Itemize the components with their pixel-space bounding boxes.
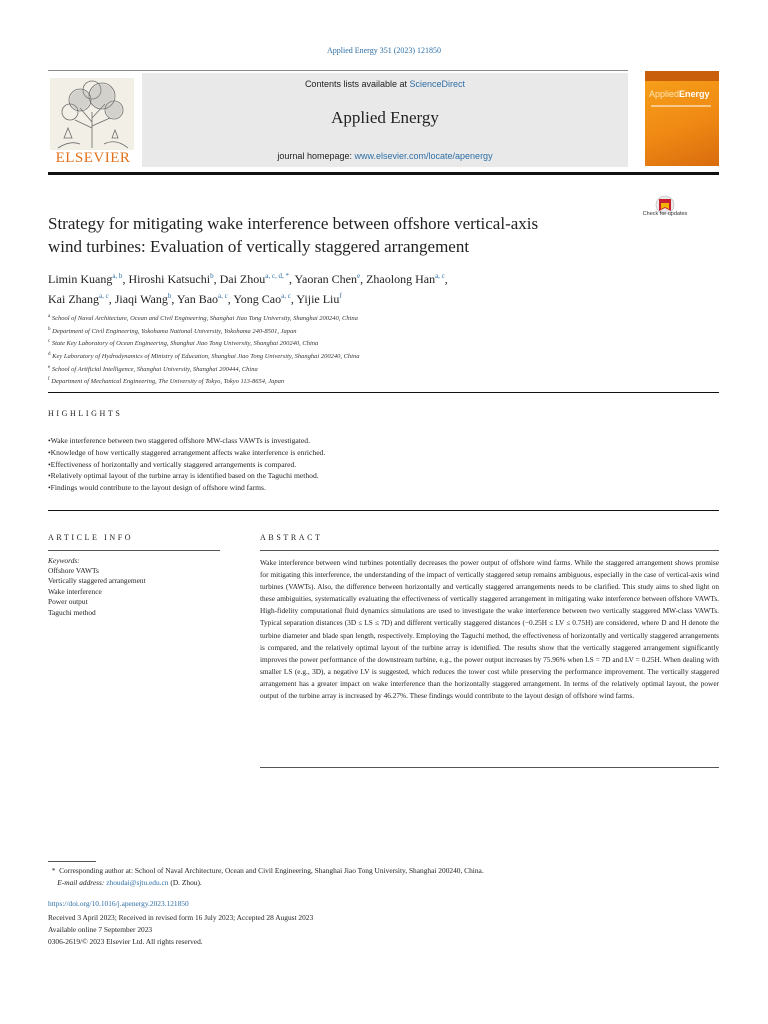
highlights-bottom-rule (48, 510, 719, 511)
highlight-item: • Effectiveness of horizontally and vertically staggered arrangements is compared. (48, 459, 708, 471)
homepage-link[interactable]: www.elsevier.com/locate/apenergy (354, 151, 493, 161)
cover-title: AppliedEnergy (649, 89, 710, 99)
received-line: Received 3 April 2023; Received in revised form 16 July 2023; Accepted 28 August 2023 (48, 913, 314, 922)
author[interactable]: Dai Zhou$^{a, c, d, *}$ (219, 272, 289, 286)
journal-cover-thumbnail[interactable] (645, 71, 719, 166)
paper-title-line-2: wind turbines: Evaluation of vertically staggered arrangement (48, 237, 470, 256)
highlight-item: • Wake interference between two staggered offshore MW-class VAWTs is investigated. (48, 435, 708, 447)
affiliation-list (48, 312, 648, 388)
highlight-item: • Findings would contribute to the layout design of offshore wind farms. (48, 482, 708, 494)
author[interactable]: Hiroshi Katsuchi$^b$ (128, 272, 214, 286)
sciencedirect-link[interactable]: ScienceDirect (409, 79, 466, 89)
abstract-rule (260, 550, 719, 551)
keyword-item[interactable]: Taguchi method (48, 607, 96, 617)
cover-band (645, 71, 719, 81)
author[interactable]: Yaoran Chen$^e$ (294, 272, 361, 286)
highlights-heading: HIGHLIGHTS (48, 409, 123, 418)
check-for-updates-label[interactable]: Check for updates (642, 211, 688, 217)
highlights-top-rule (48, 392, 719, 393)
author[interactable]: Jiaqi Wang$^b$ (114, 292, 172, 306)
author[interactable]: Yan Bao$^{a, c}$ (176, 292, 228, 306)
highlight-item: • Knowledge of how vertically staggered arrangement affects wake interference is enriched. (48, 447, 708, 459)
author[interactable]: Zhaolong Han$^{a, c}$ (366, 272, 445, 286)
article-info-heading: ARTICLE INFO (48, 533, 134, 542)
author[interactable]: Limin Kuang$^{a, b}$ (48, 272, 123, 286)
abstract-heading: ABSTRACT (260, 533, 323, 542)
journal-reference[interactable]: Applied Energy 351 (2023) 121850 (326, 46, 442, 55)
highlight-item: • Relatively optimal layout of the turbine array is identified based on the Taguchi method. (48, 470, 708, 482)
contents-prefix: Contents lists available at (304, 79, 407, 89)
highlights-list (48, 435, 708, 494)
author[interactable]: Yijie Liu$^f$ (296, 292, 342, 306)
corresponding-author-footnote (48, 865, 718, 889)
email-link[interactable]: zhoudai@sjtu.edu.cn (106, 878, 169, 887)
footnote-rule (48, 861, 96, 862)
paper-title-line-1: Strategy for mitigating wake interference between offshore vertical-axis (48, 214, 539, 233)
masthead-top-rule (48, 70, 628, 71)
keyword-item[interactable]: Power output (48, 597, 88, 607)
journal-title: Applied Energy (331, 108, 439, 127)
homepage-line (142, 151, 628, 161)
affiliation: $^c$ State Key Laboratory of Ocean Engineering, Shanghai Jiao Tong University, Shanghai 200240, China (48, 339, 319, 348)
corresponding-line: * Corresponding author at: School of Naval Architecture, Ocean and Civil Engineering, Shanghai Jiao Tong University, Shanghai 200240, China. (51, 866, 484, 875)
publisher-wordmark: ELSEVIER (55, 150, 131, 166)
author-list: Limin Kuang$^{a, b}$, Hiroshi Katsuchi$^b$, Dai Zhou$^{a, c, d, *}$, Yaoran Chen$^e$, Zhaolong Han$^{a, c}$, Kai Zhang$^{a, c}$, Jiaqi Wang$^b$, Yan Bao$^{a, c}$, Yong Cao$^{a, c}$, Yijie Liu$^f$ (48, 272, 448, 306)
online-line: Available online 7 September 2023 (48, 924, 153, 934)
contents-line (142, 79, 628, 89)
abstract-text: Wake interference between wind turbines potentially decreases the power output of offshore wind farms. While the staggered arrangement shows promise for mitigating this interference, the understanding of the impact of vertically staggered setup remains ambiguous, especially in the case of vertical-axis wind turbines (VAWTs). Also, the difference between horizontally and vertically staggered arrangements needs to be clarified. This study aims to shed light on these ambiguities, systematically evaluating the effectiveness of vertically staggered arrangement in mitigating wake interference between offshore VAWTs. High-fidelity computational fluid dynamics simulations are used to investigate the wake interference between two vertically staggered MW-class VAWTs. Typical separation distances (3D ≤ LS ≤ 7D) and different vertically staggered distances (−0.25H ≤ LV ≤ 0.75H) are considered, where D and H denote the turbine diameter and blade span length, respectively. Employing the Taguchi method, the effectiveness of horizontally and vertically staggered arrangements is compared, and the relatively optimal layout of the turbine array is identified. The results show that the vertically staggered arrangement significantly improves the power performance of the downstream turbine, e.g., the power output increases by 75.96% when LS = 7D and LV = 0.25H. When dealing with smaller LS (e.g., 3D), a negative LV is suggested, which reduces the tower cost while preserving the performance improvement. The vertically staggered arrangement has a greater impact on wake interference than the horizontally staggered arrangement. In terms of the relatively optimal layout, the power output of the turbine array is increased by 46.27%. These findings would contribute to the layout design of offshore wind farms. (260, 558, 719, 701)
affiliation: $^b$ Department of Civil Engineering, Yokohama National University, Yokohama 240-8501, Japan (48, 326, 297, 335)
doi-link[interactable]: https://doi.org/10.1016/j.apenergy.2023.121850 (48, 899, 189, 908)
elsevier-tree-logo-icon (50, 78, 134, 150)
affiliation: $^d$ Key Laboratory of Hydrodynamics of Ministry of Education, Shanghai Jiao Tong University, Shanghai 200240, China (48, 351, 360, 361)
author[interactable]: Kai Zhang$^{a, c}$ (48, 292, 109, 306)
publication-dates (48, 912, 648, 947)
keywords-label: Keywords: (48, 556, 80, 565)
keyword-item[interactable]: Offshore VAWTs (48, 566, 99, 575)
keywords-list (48, 566, 220, 618)
email-line: E-mail address: zhoudai@sjtu.edu.cn (D. Zhou). (57, 878, 202, 887)
affiliation: $^e$ School of Artificial Intelligence, Shanghai University, Shanghai 200444, China (48, 364, 258, 373)
cover-decoration (651, 105, 711, 107)
copyright-line: 0306-2619/© 2023 Elsevier Ltd. All rights reserved. (48, 936, 203, 946)
affiliation: $^f$ Department of Mechanical Engineering, The University of Tokyo, Tokyo 113-8654, Japan (48, 377, 285, 386)
affiliation: $^a$ School of Naval Architecture, Ocean and Civil Engineering, Shanghai Jiao Tong University, Shanghai 200240, China (48, 314, 358, 323)
homepage-prefix: journal homepage: (277, 151, 352, 161)
abstract-bottom-rule (260, 767, 719, 768)
keyword-item[interactable]: Vertically staggered arrangement (48, 576, 146, 586)
masthead-bottom-rule (48, 172, 719, 175)
keyword-item[interactable]: Wake interference (48, 586, 102, 596)
author[interactable]: Yong Cao$^{a, c}$ (233, 292, 291, 306)
paper-title (48, 212, 618, 258)
article-info-rule (48, 550, 220, 551)
